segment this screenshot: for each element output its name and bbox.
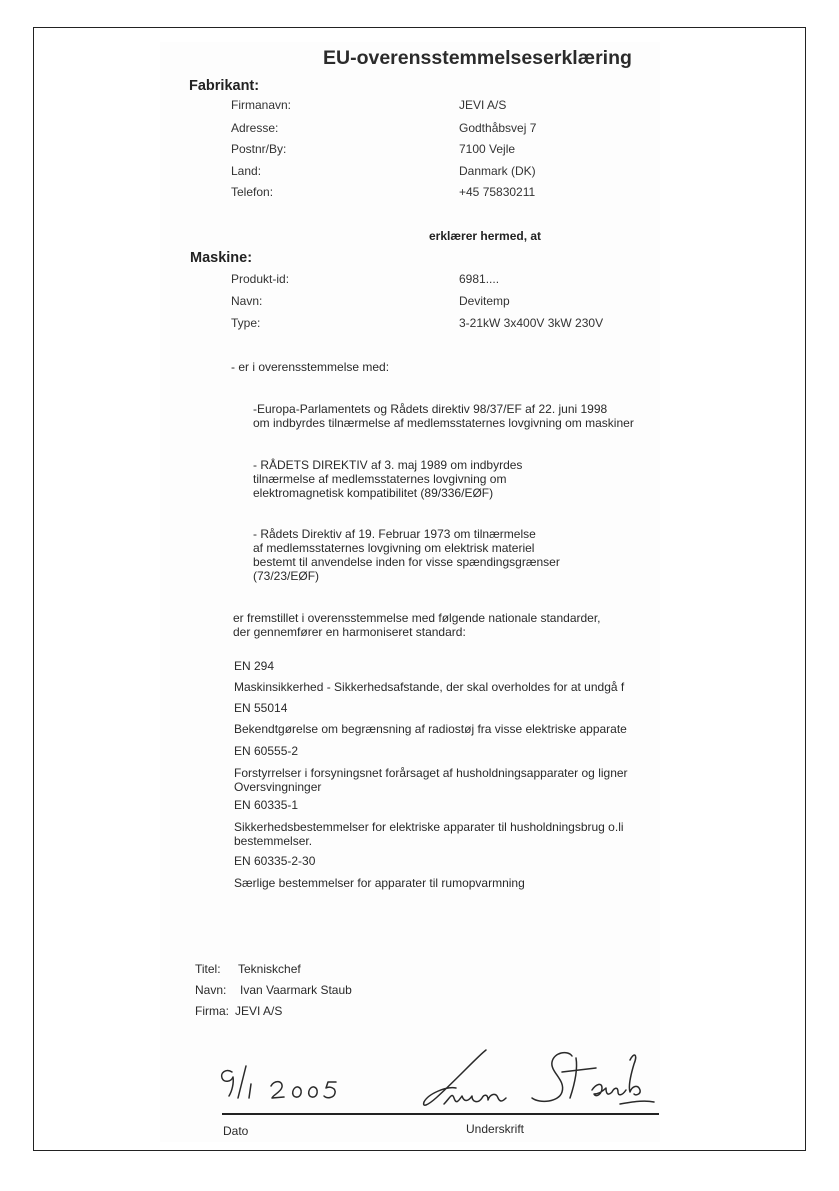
manufacturer-value: JEVI A/S [459, 98, 507, 112]
signature-label: Underskrift [466, 1122, 525, 1136]
manufacturer-label: Land: [231, 164, 262, 178]
conformity-intro: - er i overensstemmelse med: [231, 360, 390, 374]
machine-heading: Maskine: [190, 250, 253, 266]
manufacturer-value: 7100 Vejle [459, 142, 516, 156]
standard-description: Særlige bestemmelser for apparater til rumopvarmning [234, 876, 525, 890]
directive-machinery: -Europa-Parlamentets og Rådets direktiv 98/37/EF af 22. juni 1998 om indbyrdes tilnærmelse af medlemsstaternes lovgivning om maskiner [253, 402, 634, 430]
document-title: EU-overensstemmelseserklæring [323, 47, 632, 69]
standard-code: EN 60335-2-30 [234, 854, 316, 868]
signatory-value: Ivan Vaarmark Staub [240, 983, 352, 997]
signature-line [222, 1113, 659, 1115]
manufacturer-label: Telefon: [231, 185, 274, 199]
machine-label: Navn: [231, 294, 263, 308]
machine-value: 3-21kW 3x400V 3kW 230V [459, 316, 604, 330]
directive-emc: - RÅDETS DIREKTIV af 3. maj 1989 om indbyrdes tilnærmelse af medlemsstaternes lovgivning om elektromagnetisk kompatibilitet (89/336/EØF) [253, 458, 523, 500]
manufacturer-value: +45 75830211 [459, 185, 536, 199]
machine-label: Produkt-id: [231, 272, 290, 286]
signatory-label: Titel: [195, 962, 221, 976]
signatory-value: Tekniskchef [238, 962, 301, 976]
machine-value: 6981.... [459, 272, 500, 286]
signatory-label: Firma: [195, 1004, 229, 1018]
declaration-statement: erklærer hermed, at [429, 229, 542, 243]
handwritten-signature [424, 1050, 654, 1105]
standard-code: EN 60555-2 [234, 744, 299, 758]
signatory-value: JEVI A/S [235, 1004, 283, 1018]
standard-code: EN 60335-1 [234, 798, 299, 812]
machine-value: Devitemp [459, 294, 510, 308]
standards-intro: er fremstillet i overensstemmelse med følgende nationale standarder, der gennemfører en harmoniseret standard: [233, 611, 601, 639]
standard-description: Sikkerhedsbestemmelser for elektriske apparater til husholdningsbrug o.li bestemmelser. [234, 820, 624, 848]
manufacturer-label: Adresse: [231, 121, 279, 135]
standard-code: EN 55014 [234, 701, 288, 715]
manufacturer-value: Godthåbsvej 7 [459, 121, 537, 135]
standard-code: EN 294 [234, 659, 275, 673]
handwritten-date [222, 1066, 336, 1098]
manufacturer-label: Postnr/By: [231, 142, 287, 156]
machine-label: Type: [231, 316, 261, 330]
manufacturer-label: Firmanavn: [231, 98, 292, 112]
manufacturer-value: Danmark (DK) [459, 164, 536, 178]
directive-low-voltage: - Rådets Direktiv af 19. Februar 1973 om tilnærmelse af medlemsstaternes lovgivning om elektrisk materiel bestemt til anvendelse inden for visse spændingsgrænser (73/23/EØF) [253, 527, 560, 583]
manufacturer-heading: Fabrikant: [189, 78, 260, 94]
standard-description: Forstyrrelser i forsyningsnet forårsaget af husholdningsapparater og ligner Oversvingninger [234, 766, 628, 794]
standard-description: Maskinsikkerhed - Sikkerhedsafstande, der skal overholdes for at undgå f [234, 680, 625, 694]
date-label: Dato [223, 1124, 249, 1138]
standard-description: Bekendtgørelse om begrænsning af radiostøj fra visse elektriske apparate [234, 722, 627, 736]
signatory-label: Navn: [195, 983, 227, 997]
